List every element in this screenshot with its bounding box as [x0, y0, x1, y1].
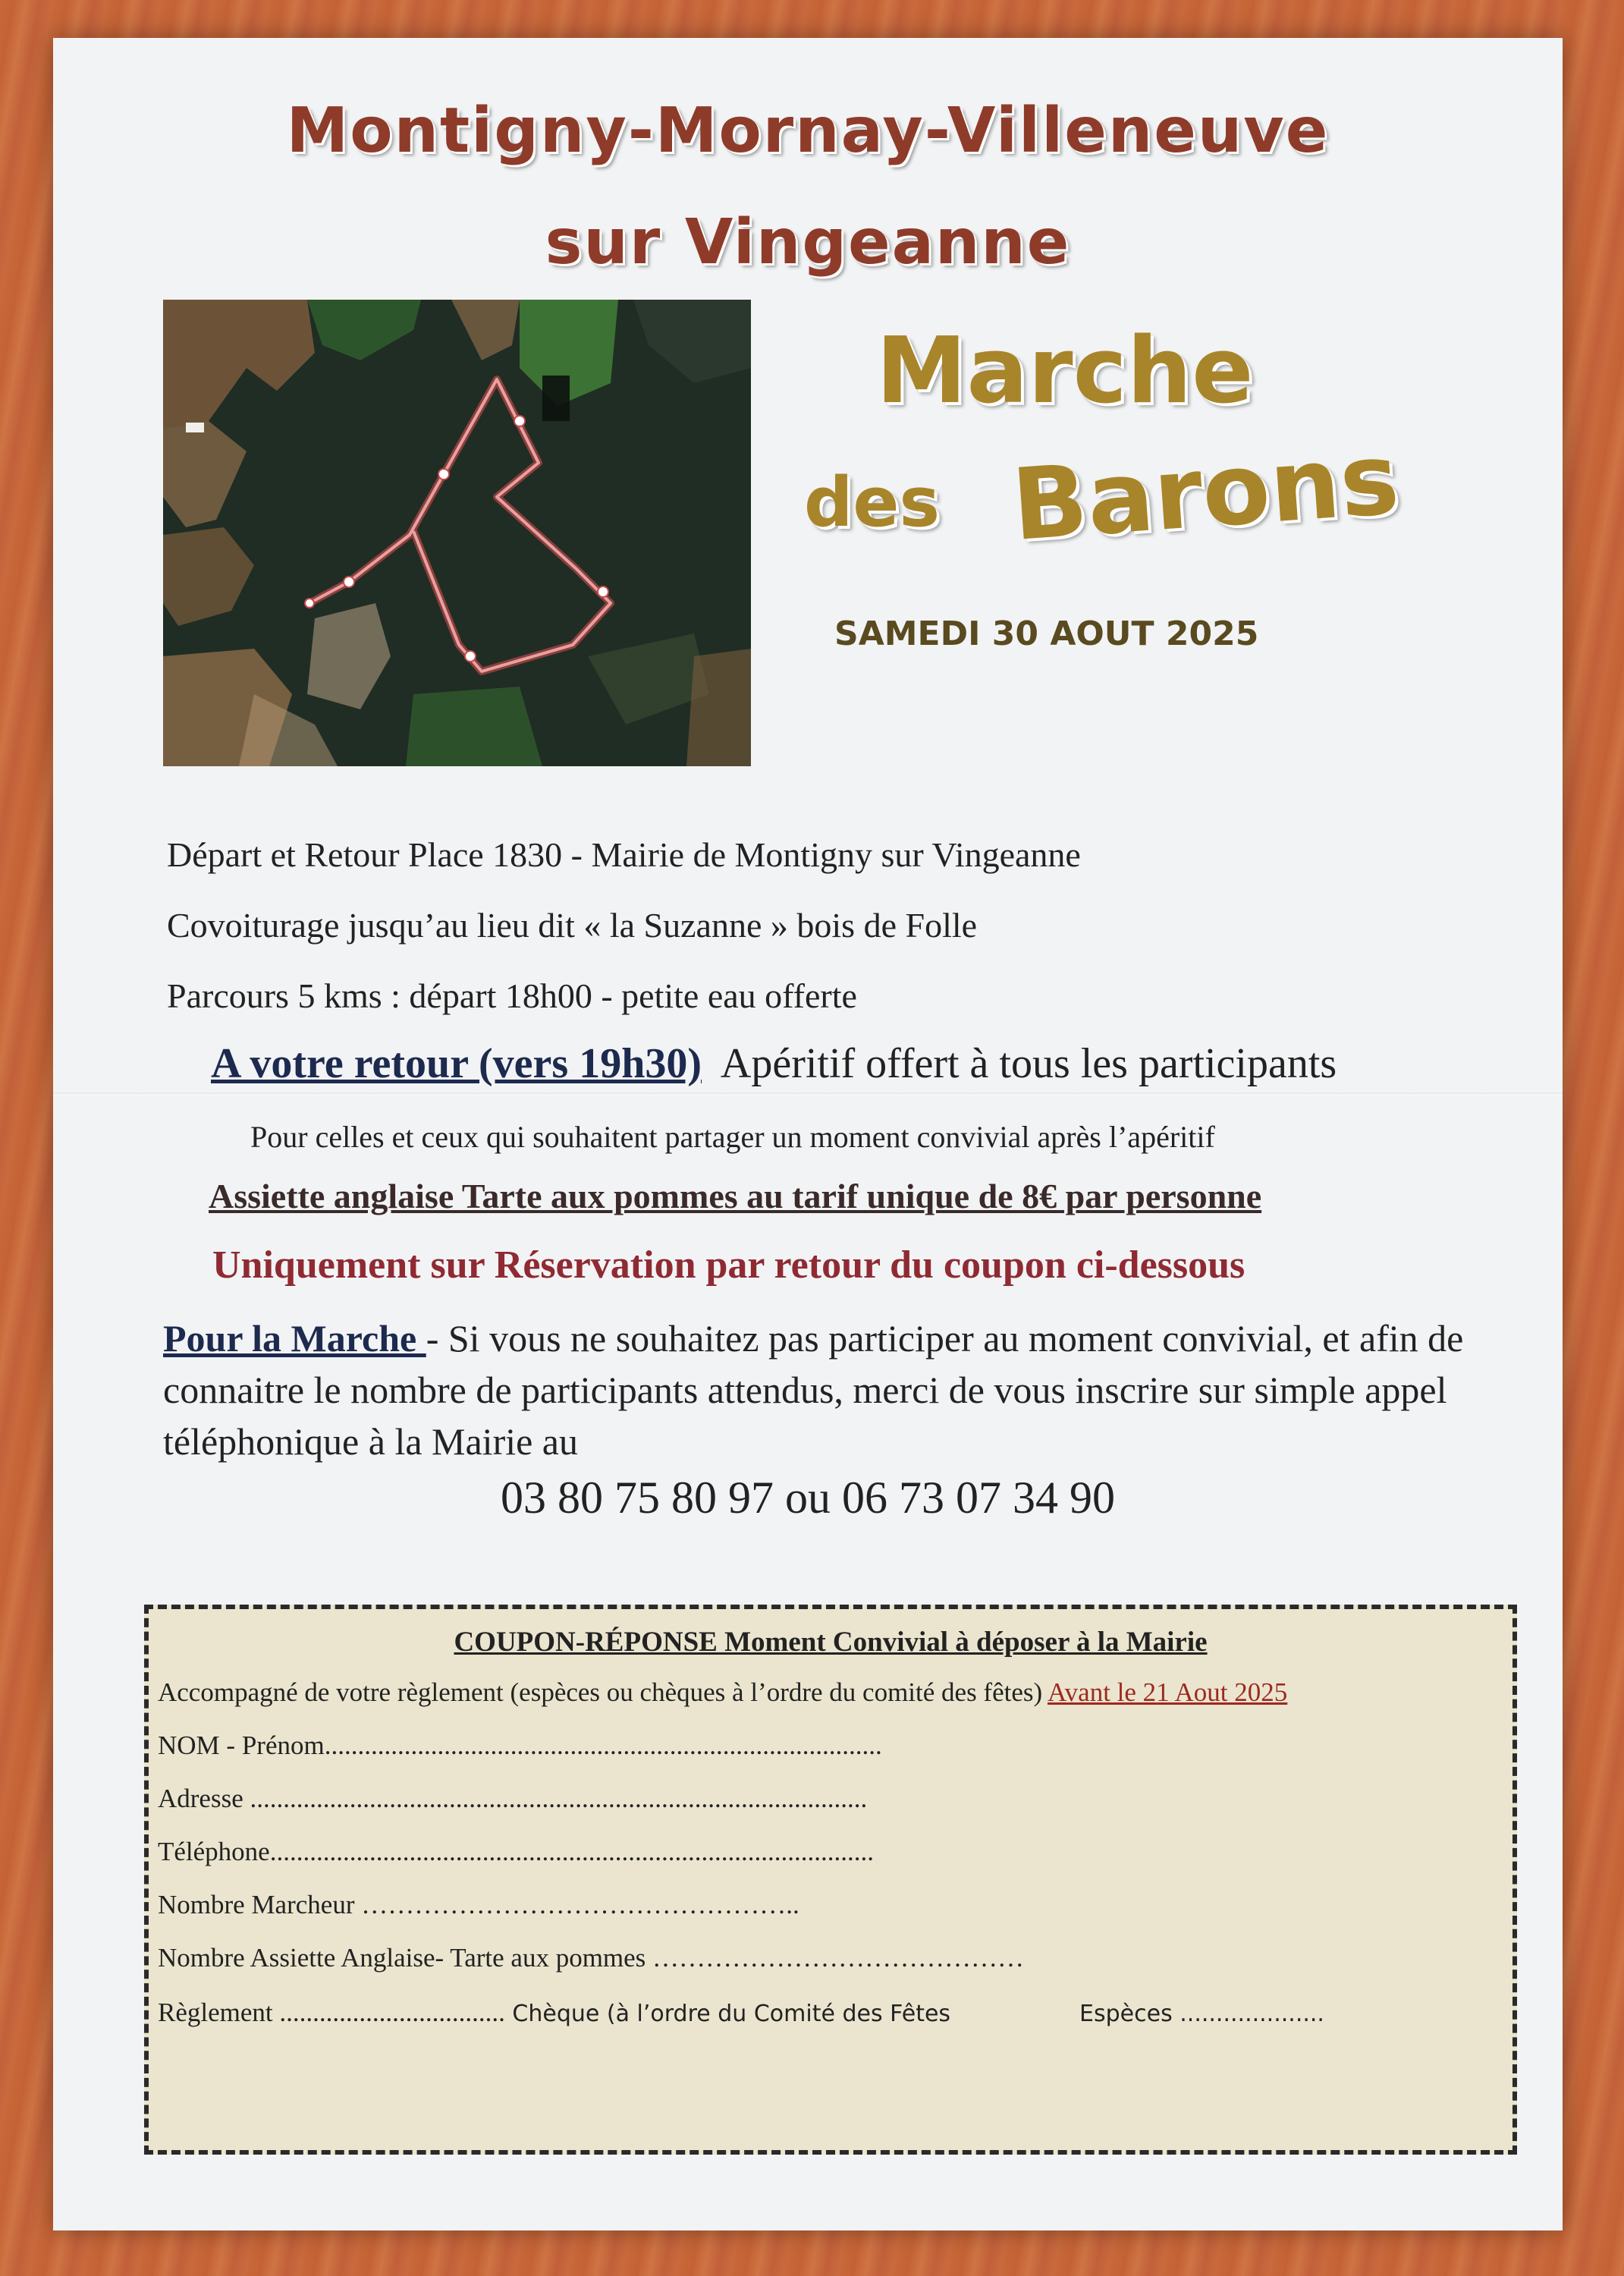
- phone-numbers: 03 80 75 80 97 ou 06 73 07 34 90: [501, 1473, 1115, 1523]
- event-date: SAMEDI 30 AOUT 2025: [834, 615, 1259, 653]
- cheque-option: Chèque (à l’ordre du Comité des Fêtes: [504, 2001, 951, 2027]
- reply-coupon[interactable]: [144, 1605, 1517, 2155]
- deadline-text: Avant le 21 Aout 2025: [1047, 1677, 1288, 1707]
- payment-field[interactable]: [158, 1998, 1324, 2028]
- walk-label: Pour la Marche: [163, 1317, 426, 1360]
- waypoint-marker: [514, 416, 525, 426]
- event-title-des: des: [804, 463, 941, 542]
- cash-option: Espèces ....................: [1079, 2001, 1324, 2027]
- flyer-sheet: [53, 38, 1563, 2230]
- route-start-marker: [305, 599, 314, 608]
- walker-count-field[interactable]: Nombre Marcheur …………………………………………..: [158, 1890, 799, 1919]
- name-field[interactable]: NOM - Prénom....................................................................................: [158, 1731, 882, 1760]
- route-map-image: [163, 300, 751, 766]
- coupon-title: COUPON-RÉPONSE Moment Convivial à déposer à la Mairie: [454, 1627, 1208, 1658]
- map-corner-tag: [186, 423, 204, 432]
- event-title-marche: Marche: [876, 319, 1254, 424]
- return-info: [211, 1039, 1337, 1088]
- reservation-notice: Uniquement sur Réservation par retour du coupon ci-dessous: [212, 1243, 1245, 1287]
- town-title-line1: Montigny-Mornay-Villeneuve: [286, 95, 1330, 167]
- return-text: Apéritif offert à tous les participants: [720, 1040, 1337, 1087]
- route-info: Parcours 5 kms : départ 18h00 - petite eau offerte: [167, 976, 857, 1015]
- walk-text: - Si vous ne souhaitez pas participer au moment convivial, et afin de connaitre le nombre de participants attendus, merci de vous inscrire sur simple appel téléphonique à la Mairie au: [163, 1317, 1464, 1463]
- return-label: A votre retour (vers 19h30): [211, 1040, 702, 1087]
- fold-line: [53, 1092, 1563, 1096]
- walk-registration-paragraph: [163, 1312, 1528, 1467]
- carpool-info: Covoiturage jusqu’au lieu dit « la Suzanne » bois de Folle: [167, 906, 978, 945]
- meal-count-field[interactable]: Nombre Assiette Anglaise- Tarte aux pommes ……………………………………: [158, 1943, 1025, 1973]
- phone-field[interactable]: Téléphone...........................................................................................: [158, 1837, 874, 1866]
- meal-offer: Assiette anglaise Tarte aux pommes au tarif unique de 8€ par personne: [209, 1177, 1262, 1215]
- payment-note-text: Accompagné de votre règlement (espèces ou chèques à l’ordre du comité des fêtes): [158, 1677, 1048, 1707]
- convivial-text: Pour celles et ceux qui souhaitent partager un moment convivial après l’apéritif: [250, 1120, 1215, 1154]
- address-field[interactable]: Adresse .............................................................................................: [158, 1784, 868, 1813]
- departure-info: Départ et Retour Place 1830 - Mairie de Montigny sur Vingeanne: [167, 835, 1081, 874]
- waypoint-marker: [465, 651, 476, 662]
- coupon-payment-note: [158, 1677, 1287, 1708]
- town-title-line2: sur Vingeanne: [545, 206, 1071, 278]
- waypoint-marker: [598, 586, 608, 597]
- event-title-barons: Barons: [1008, 420, 1403, 563]
- payment-label: Règlement ..................................: [158, 1998, 505, 2027]
- waypoint-marker: [344, 577, 354, 587]
- satellite-map: [163, 300, 751, 766]
- waypoint-marker: [438, 469, 449, 479]
